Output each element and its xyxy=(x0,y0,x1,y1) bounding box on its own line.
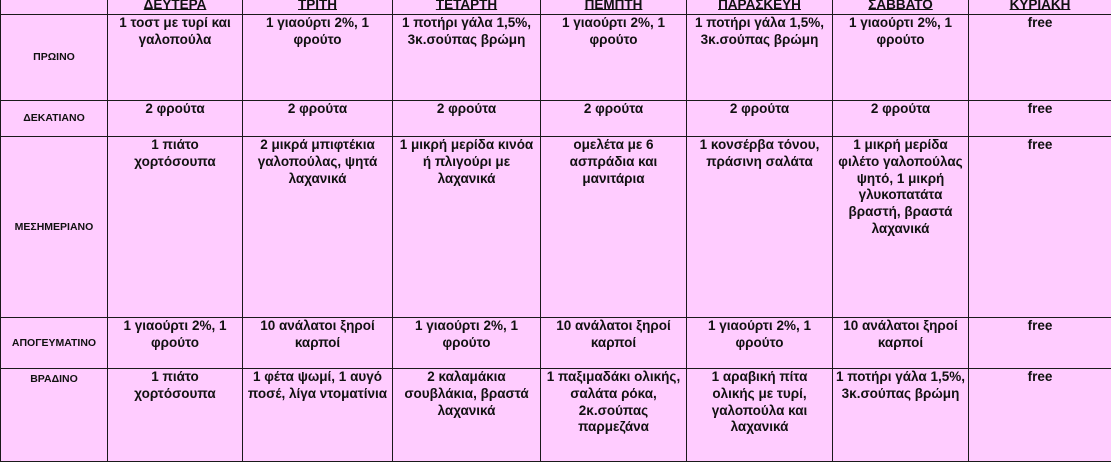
meal-cell: 2 φρούτα xyxy=(541,101,687,137)
meal-label: ΒΡΑΔΙΝΟ xyxy=(1,369,108,462)
meal-cell: free xyxy=(969,101,1111,137)
meal-cell: 1 πιάτο χορτόσουπα xyxy=(108,369,243,462)
meal-cell: 1 ποτήρι γάλα 1,5%, 3κ.σούπας βρώμη xyxy=(687,15,833,101)
meal-cell: 1 κονσέρβα τόνου, πράσινη σαλάτα xyxy=(687,137,833,318)
meal-cell: 1 μικρή μερίδα κινόα ή πλιγούρι με λαχανικά xyxy=(393,137,541,318)
meal-cell: 1 μικρή μερίδα φιλέτο γαλοπούλας ψητό, 1 μικρή γλυκοπατάτα βραστή, βραστά λαχανικά xyxy=(833,137,969,318)
meal-cell: 2 φρούτα xyxy=(108,101,243,137)
corner-cell xyxy=(1,0,108,15)
meal-row-dinner xyxy=(1,369,1111,462)
meal-label: ΔΕΚΑΤΙΑΝΟ xyxy=(1,101,108,137)
meal-cell: free xyxy=(969,137,1111,318)
day-header: ΚΥΡΙΑΚΗ xyxy=(969,0,1111,15)
meal-cell: 1 φέτα ψωμί, 1 αυγό ποσέ, λίγα ντοματίνια xyxy=(243,369,393,462)
meal-cell: 1 τοστ με τυρί και γαλοπούλα xyxy=(108,15,243,101)
meal-cell: 1 γιαούρτι 2%, 1 φρούτο xyxy=(243,15,393,101)
meal-cell: free xyxy=(969,15,1111,101)
meal-cell: 1 αραβική πίτα ολικής με τυρί, γαλοπούλα και λαχανικά xyxy=(687,369,833,462)
day-header: ΣΑΒΒΑΤΟ xyxy=(833,0,969,15)
meal-cell: 10 ανάλατοι ξηροί καρποί xyxy=(833,318,969,369)
meal-cell: 1 γιαούρτι 2%, 1 φρούτο xyxy=(833,15,969,101)
meal-cell: 2 φρούτα xyxy=(687,101,833,137)
meal-cell: 1 πιάτο χορτόσουπα xyxy=(108,137,243,318)
day-header: ΠΑΡΑΣΚΕΥΗ xyxy=(687,0,833,15)
meal-cell: free xyxy=(969,369,1111,462)
day-header: ΤΡΙΤΗ xyxy=(243,0,393,15)
meal-cell: 1 γιαούρτι 2%, 1 φρούτο xyxy=(687,318,833,369)
day-header: ΔΕΥΤΕΡΑ xyxy=(108,0,243,15)
meal-label: ΑΠΟΓΕΥΜΑΤΙΝΟ xyxy=(1,318,108,369)
meal-cell: 10 ανάλατοι ξηροί καρποί xyxy=(541,318,687,369)
meal-label: ΠΡΩΙΝΟ xyxy=(1,15,108,101)
header-row xyxy=(1,0,1111,15)
day-header: ΤΕΤΑΡΤΗ xyxy=(393,0,541,15)
meal-row-snack xyxy=(1,101,1111,137)
meal-row-lunch xyxy=(1,137,1111,318)
meal-row-afternoon xyxy=(1,318,1111,369)
meal-label: ΜΕΣΗΜΕΡΙΑΝΟ xyxy=(1,137,108,318)
meal-cell: 2 μικρά μπιφτέκια γαλοπούλας, ψητά λαχανικά xyxy=(243,137,393,318)
meal-cell: 10 ανάλατοι ξηροί καρποί xyxy=(243,318,393,369)
meal-cell: 1 γιαούρτι 2%, 1 φρούτο xyxy=(108,318,243,369)
meal-cell: 2 φρούτα xyxy=(393,101,541,137)
meal-cell: ομελέτα με 6 ασπράδια και μανιτάρια xyxy=(541,137,687,318)
meal-row-breakfast xyxy=(1,15,1111,101)
meal-cell: 1 παξιμαδάκι ολικής, σαλάτα ρόκα, 2κ.σούπας παρμεζάνα xyxy=(541,369,687,462)
meal-cell: 1 ποτήρι γάλα 1,5%, 3κ.σούπας βρώμη xyxy=(393,15,541,101)
meal-cell: 2 καλαμάκια σουβλάκια, βραστά λαχανικά xyxy=(393,369,541,462)
meal-cell: 2 φρούτα xyxy=(833,101,969,137)
meal-cell: free xyxy=(969,318,1111,369)
meal-cell: 1 γιαούρτι 2%, 1 φρούτο xyxy=(393,318,541,369)
meal-cell: 1 ποτήρι γάλα 1,5%, 3κ.σούπας βρώμη xyxy=(833,369,969,462)
meal-cell: 1 γιαούρτι 2%, 1 φρούτο xyxy=(541,15,687,101)
day-header: ΠΕΜΠΤΗ xyxy=(541,0,687,15)
meal-cell: 2 φρούτα xyxy=(243,101,393,137)
